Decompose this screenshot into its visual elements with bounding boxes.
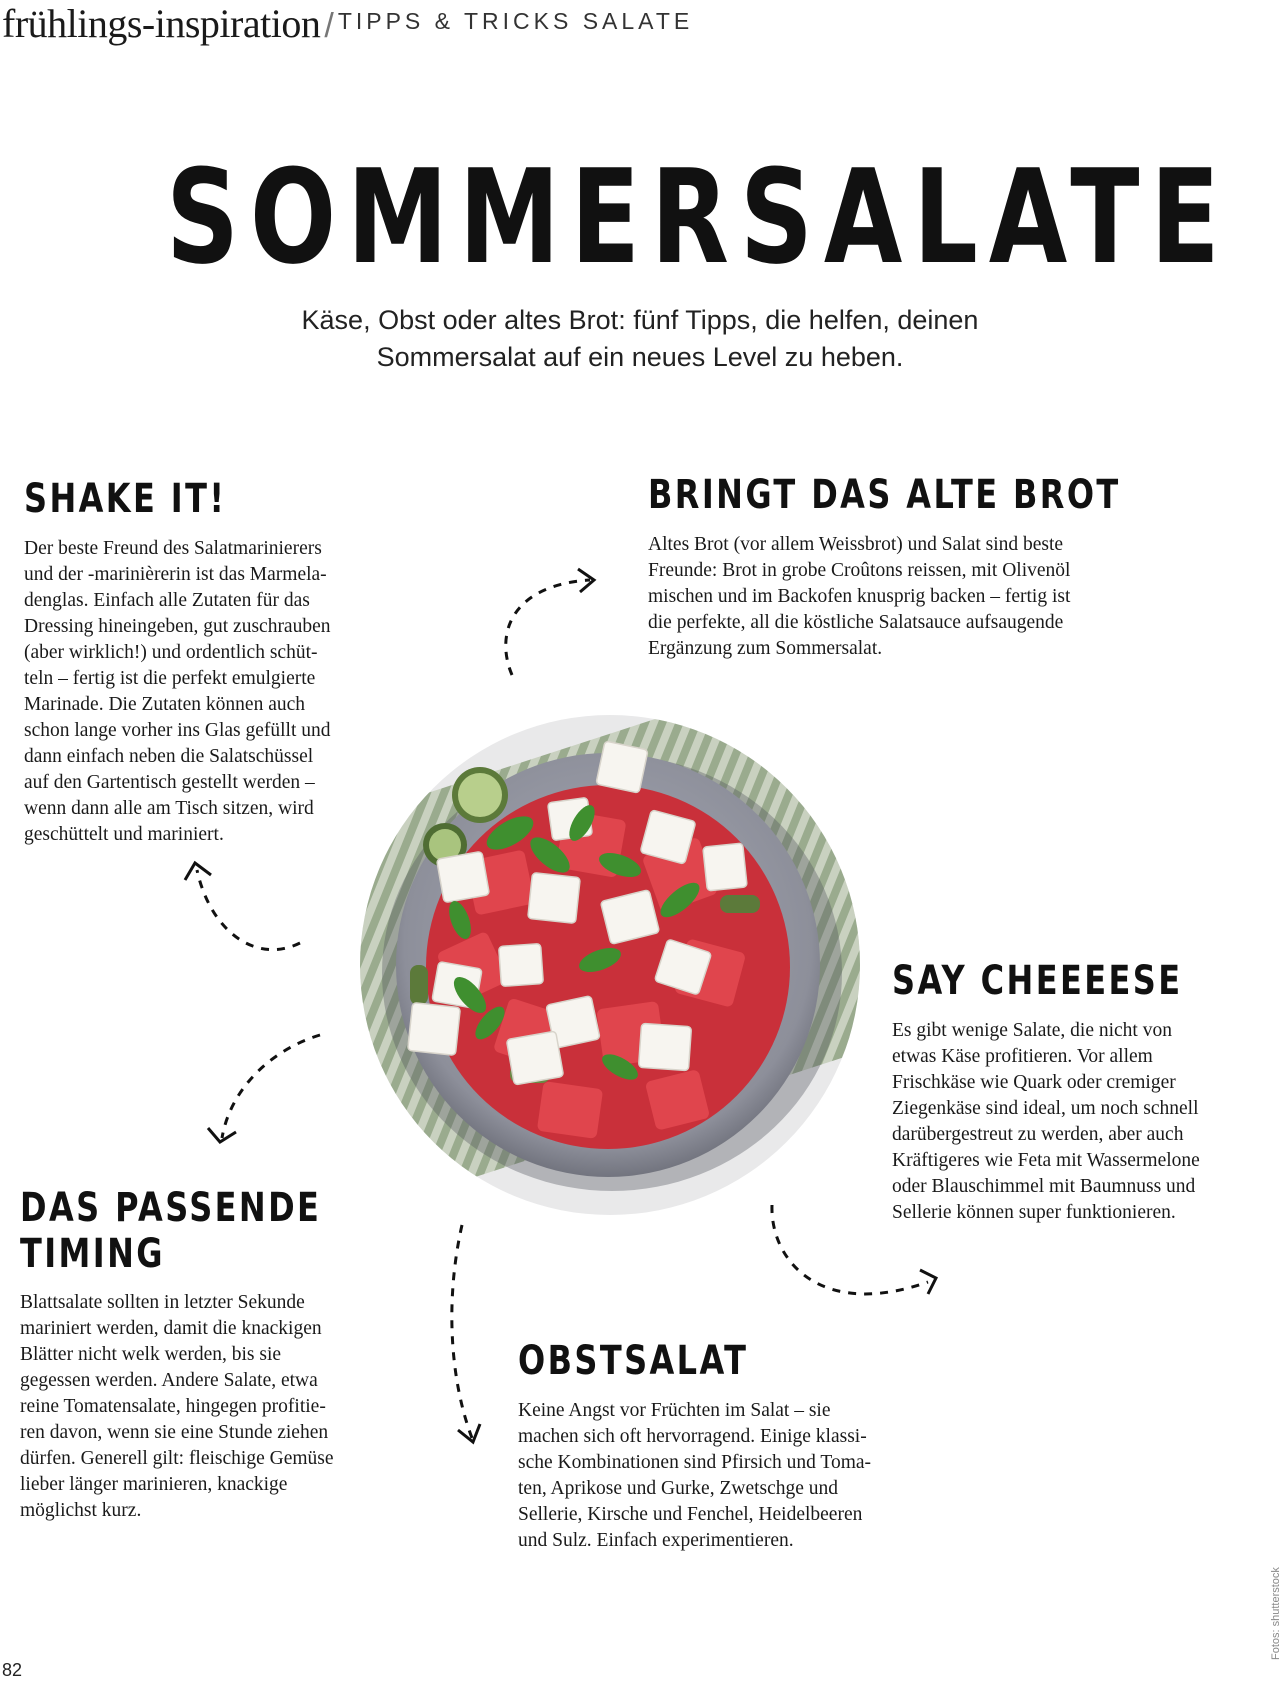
tip-body-cheese: Es gibt wenige Salate, die nicht von etwas Käse profitieren. Vor allem Frischkäse wie Quark oder cremiger Ziegenkäse sind ideal, um noch schnell darübergestreut zu werden, aber auch Kräftigeres wie Feta mit Wassermelone oder Blauschimmel mit Baumnuss und Sellerie können super funktionieren. bbox=[892, 1020, 1200, 1223]
tip-heading-brot: BRINGT DAS ALTE BROT bbox=[648, 472, 1121, 518]
header-separator: / bbox=[324, 7, 334, 45]
arrow-to-shake bbox=[175, 855, 315, 965]
tip-body-timing: Blattsalate sollten in letzter Sekunde mariniert werden, damit die knackigen Blätter nicht welk werden, bis sie gegessen werden. Andere Salate, etwa reine Tomatensalate, hingegen profitie- ren davon, wenn sie eine Stunde ziehen dürfen. Generell gilt: fleischige Gemüse lieber länger marinieren, knackige möglichst kurz. bbox=[20, 1292, 334, 1521]
arrow-to-cheese bbox=[760, 1200, 950, 1325]
photo-credit: Fotos: shutterstock bbox=[1270, 1567, 1282, 1660]
salad-bowl-photo bbox=[350, 705, 870, 1225]
section-name: frühlings-inspiration bbox=[2, 1, 321, 46]
page-header bbox=[2, 0, 693, 44]
arrow-to-brot bbox=[490, 555, 620, 685]
category-name: TIPPS & TRICKS SALATE bbox=[337, 8, 694, 34]
page-subtitle: Käse, Obst oder altes Brot: fünf Tipps, die helfen, deinen Sommersalat auf ein neues Level zu heben. bbox=[301, 305, 979, 372]
tip-heading-obst: OBSTSALAT bbox=[518, 1338, 749, 1384]
tip-heading-cheese: SAY CHEEEESE bbox=[892, 958, 1183, 1004]
tip-body-shake: Der beste Freund des Salatmarinierers und der -marinièrerin ist das Marmela- denglas. Einfach alle Zutaten für das Dressing hineingeben, gut zuschrauben (aber wirklich!) und ordentlich schüt- teln – fertig ist die perfekt emulgierte Marinade. Die Zutaten können auch schon lange vorher ins Glas gefüllt und dann einfach neben die Salatschüssel auf den Gartentisch gestellt werden – wenn dann alle am Tisch sitzen, wird geschüttelt und mariniert. bbox=[24, 538, 331, 845]
arrow-to-timing bbox=[200, 1030, 330, 1155]
tip-heading-timing: DAS PASSENDE TIMING bbox=[20, 1185, 322, 1277]
arrow-to-obst bbox=[440, 1220, 500, 1450]
tip-body-brot: Altes Brot (vor allem Weissbrot) und Salat sind beste Freunde: Brot in grobe Croûtons reissen, mit Olivenöl mischen und im Backofen knusprig backen – fertig ist die perfekte, all die köstliche Salatsauce aufsaugende Ergänzung zum Sommersalat. bbox=[648, 534, 1071, 659]
tip-body-obst: Keine Angst vor Früchten im Salat – sie machen sich oft hervorragend. Einige klassi- sche Kombinationen sind Pfirsich und Toma- ten, Aprikose und Gurke, Zwetschge und Sellerie, Kirsche und Fenchel, Heidelbeeren und Sulz. Einfach experimentieren. bbox=[518, 1400, 872, 1551]
page-number: 82 bbox=[2, 1660, 23, 1680]
tip-heading-shake: SHAKE IT! bbox=[24, 476, 227, 522]
page-title: SOMMERSALATE bbox=[166, 141, 1231, 293]
